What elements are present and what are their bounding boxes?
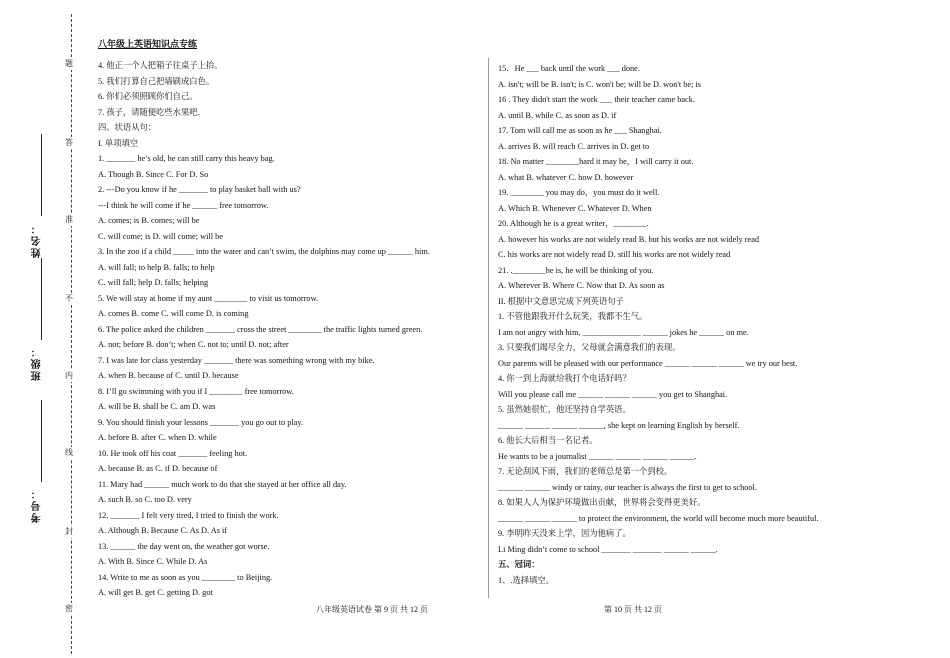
question: 20. Although he is a great writer，________. [498, 219, 649, 228]
translation-prompt: 3. 只要我们竭尽全力，父母就会满意我们的表现。 [498, 343, 681, 352]
section-heading: I. 单项填空 [98, 138, 139, 148]
options: A. when B. because of C. until D. because [98, 371, 239, 380]
options: C. will fall; help D. falls; helping [98, 278, 209, 287]
options: A. Though B. Since C. For D. So [98, 169, 209, 179]
binding-margin [0, 0, 95, 658]
options: A. until B. while C. as soon as D. if [498, 110, 617, 120]
left-column [98, 58, 483, 601]
footer-left: 八年级英语试卷 第 9 页 共 12 页 [316, 605, 428, 614]
question: 14. Write to me as soon as you ________ to Beijing. [98, 572, 273, 582]
seal-char: 内 [65, 371, 73, 380]
seal-char: 密 [65, 604, 73, 613]
section-heading: 五、冠词： [498, 560, 540, 569]
translation-prompt: 9. 李明昨天没来上学，因为他病了。 [498, 529, 631, 538]
question: 7. I was late for class yesterday _______ there was something wrong with my bike. [98, 355, 375, 365]
options: A. Wherever B. Where C. Now that D. As soon as [498, 281, 665, 290]
name-label: 姓名： [32, 222, 43, 258]
seal-char: 答 [65, 138, 73, 147]
translation-prompt: 4. 你一到上海就给我打个电话好吗？ [498, 374, 631, 383]
translation-blank: ______ ______ windy or rainy, our teacher is always the first to get to school. [498, 482, 757, 492]
options: A. because B. as C. if D. because of [98, 464, 218, 473]
options: C. will come; is D. will come; will be [98, 231, 223, 241]
options: A. however his works are not widely read B. but his works are not widely read [498, 234, 760, 244]
question: 6. The police asked the children _______ cross the street ________ the traffic lights turned green. [98, 324, 423, 334]
seal-char: 封 [65, 527, 73, 536]
options: A. Which B. Whenever C. Whatever D. When [498, 203, 652, 213]
options: A. will get B. get C. getting D. got [98, 588, 213, 597]
translation-prompt: 5. 虽然她很忙，他还坚持自学英语。 [498, 405, 631, 414]
exam-number-blank [41, 400, 42, 482]
translation-blank: Our parents will be pleased with our performance ______ ______ ______ we try our best. [498, 358, 798, 368]
question: 3. In the zoo if a child _____ into the water and can’t swim, the dolphins may come up ______ him. [98, 247, 430, 256]
page-title: 八年级上英语知识点专练 [98, 39, 198, 49]
text-line: 6. 你们必须照顾你们自己。 [98, 92, 198, 101]
question: 15．He ___ back until the work ___ done. [498, 64, 640, 73]
translation-prompt: 1. 不管他跟我开什么玩笑，我都不生气。 [498, 312, 648, 321]
options: A. With B. Since C. While D. As [98, 557, 208, 566]
translation-blank: ______ ______ ______ ______, she kept on learning English by herself. [498, 420, 740, 430]
question: 1. _______ he’s old, he can still carry this heavy bag. [98, 154, 275, 163]
options: A. will fall; to help B. falls; to help [98, 262, 215, 272]
question: 9. You should finish your lessons _______ you go out to play. [98, 417, 304, 427]
seal-char: 准 [65, 215, 73, 224]
question: 18. No matter ________hard it may be，I will carry it out. [498, 157, 694, 166]
options: C. his works are not widely read D. still his works are not widely read [498, 250, 731, 259]
seal-char: 不 [65, 294, 73, 303]
name-blank [41, 134, 42, 216]
section-heading: II. 根据中文意思完成下列英语句子 [498, 296, 624, 306]
translation-prompt: 6. 他长大后相当一名记者。 [498, 436, 598, 445]
translation-prompt: 8. 如果人人为保护环境做出贡献，世界将会变得更美好。 [498, 498, 706, 507]
options: A. comes B. come C. will come D. is coming [98, 309, 249, 318]
translation-blank: Li Ming didn’t come to school _______ _______ ______ ______. [498, 544, 718, 554]
question: 13. ______ the day went on, the weather got worse. [98, 541, 270, 551]
options: A. isn't; will be B. isn't; is C. won't be; will be D. won't be; is [498, 79, 702, 89]
question: ---I think he will come if he ______ free tomorrow. [98, 200, 269, 210]
translation-prompt: 7. 无论刮风下雨，我们的老师总是第一个到校。 [498, 467, 673, 476]
text-line: 5. 我们打算自己把墙刷成白色。 [98, 76, 215, 86]
options: A. before B. after C. when D. while [98, 433, 217, 442]
class-label: 班级： [32, 345, 43, 381]
subsection-heading: 1、.选择填空。 [498, 575, 555, 585]
options: A. arrives B. will reach C. arrives in D. get to [498, 141, 650, 151]
options: A. will be B. shall be C. am D. was [98, 402, 216, 411]
question: 19. ________ you may do，you must do it well. [498, 188, 660, 197]
options: A. Although B. Because C. As D. As if [98, 526, 228, 535]
question: 2. ---Do you know if he _______ to play basket ball with us? [98, 185, 301, 194]
options: A. not; before B. don’t; when C. not to; until D. not; after [98, 340, 289, 349]
seal-line [71, 14, 72, 654]
translation-blank: ______ ______ ______ to protect the environment, the world will become much more beautiful. [498, 513, 819, 523]
text-line: 7. 孩子，请随便吃些水果吧. [98, 107, 200, 117]
text-line: 4. 他正一个人把箱子往桌子上抬。 [98, 61, 223, 70]
question: 21. .________he is, he will be thinking of you. [498, 265, 654, 275]
question: 8. I’ll go swimming with you if I ________ free tomorrow. [98, 386, 294, 396]
seal-char: 线 [65, 448, 73, 457]
right-column [498, 61, 898, 588]
question: 17. Tom will call me as soon as he ___ Shanghai. [498, 126, 662, 135]
question: 16 . They didn't start the work ___ their teacher came back. [498, 95, 695, 104]
seal-char: 题 [65, 59, 73, 68]
exam-number-label: 考号： [32, 487, 43, 523]
question: 12. _______ I felt very tired, I tried to finish the work. [98, 510, 279, 520]
translation-blank: He wants to be a journalist ______ ______ ______ ______. [498, 451, 697, 461]
translation-blank: Will you please call me ______ ______ ______ you get to Shanghai. [498, 389, 728, 399]
options: A. what B. whatever C. how D. however [498, 172, 634, 182]
class-blank [41, 258, 42, 340]
question: 10. He took off his coat _______ feeling hot. [98, 448, 248, 458]
section-heading: 四、状语从句： [98, 123, 157, 132]
question: 5. We will stay at home if my aunt ________ to visit us tomorrow. [98, 293, 319, 303]
column-divider [488, 58, 489, 598]
translation-blank: I am not angry with him, ______________ ______ jokes he ______ on me. [498, 327, 749, 337]
options: A. comes; is B. comes; will be [98, 216, 200, 225]
question: 11. Mary had ______ much work to do that she stayed at her office all day. [98, 479, 347, 489]
options: A. such B. so C. too D. very [98, 495, 192, 504]
footer-right: 第 10 页 共 12 页 [604, 605, 662, 614]
